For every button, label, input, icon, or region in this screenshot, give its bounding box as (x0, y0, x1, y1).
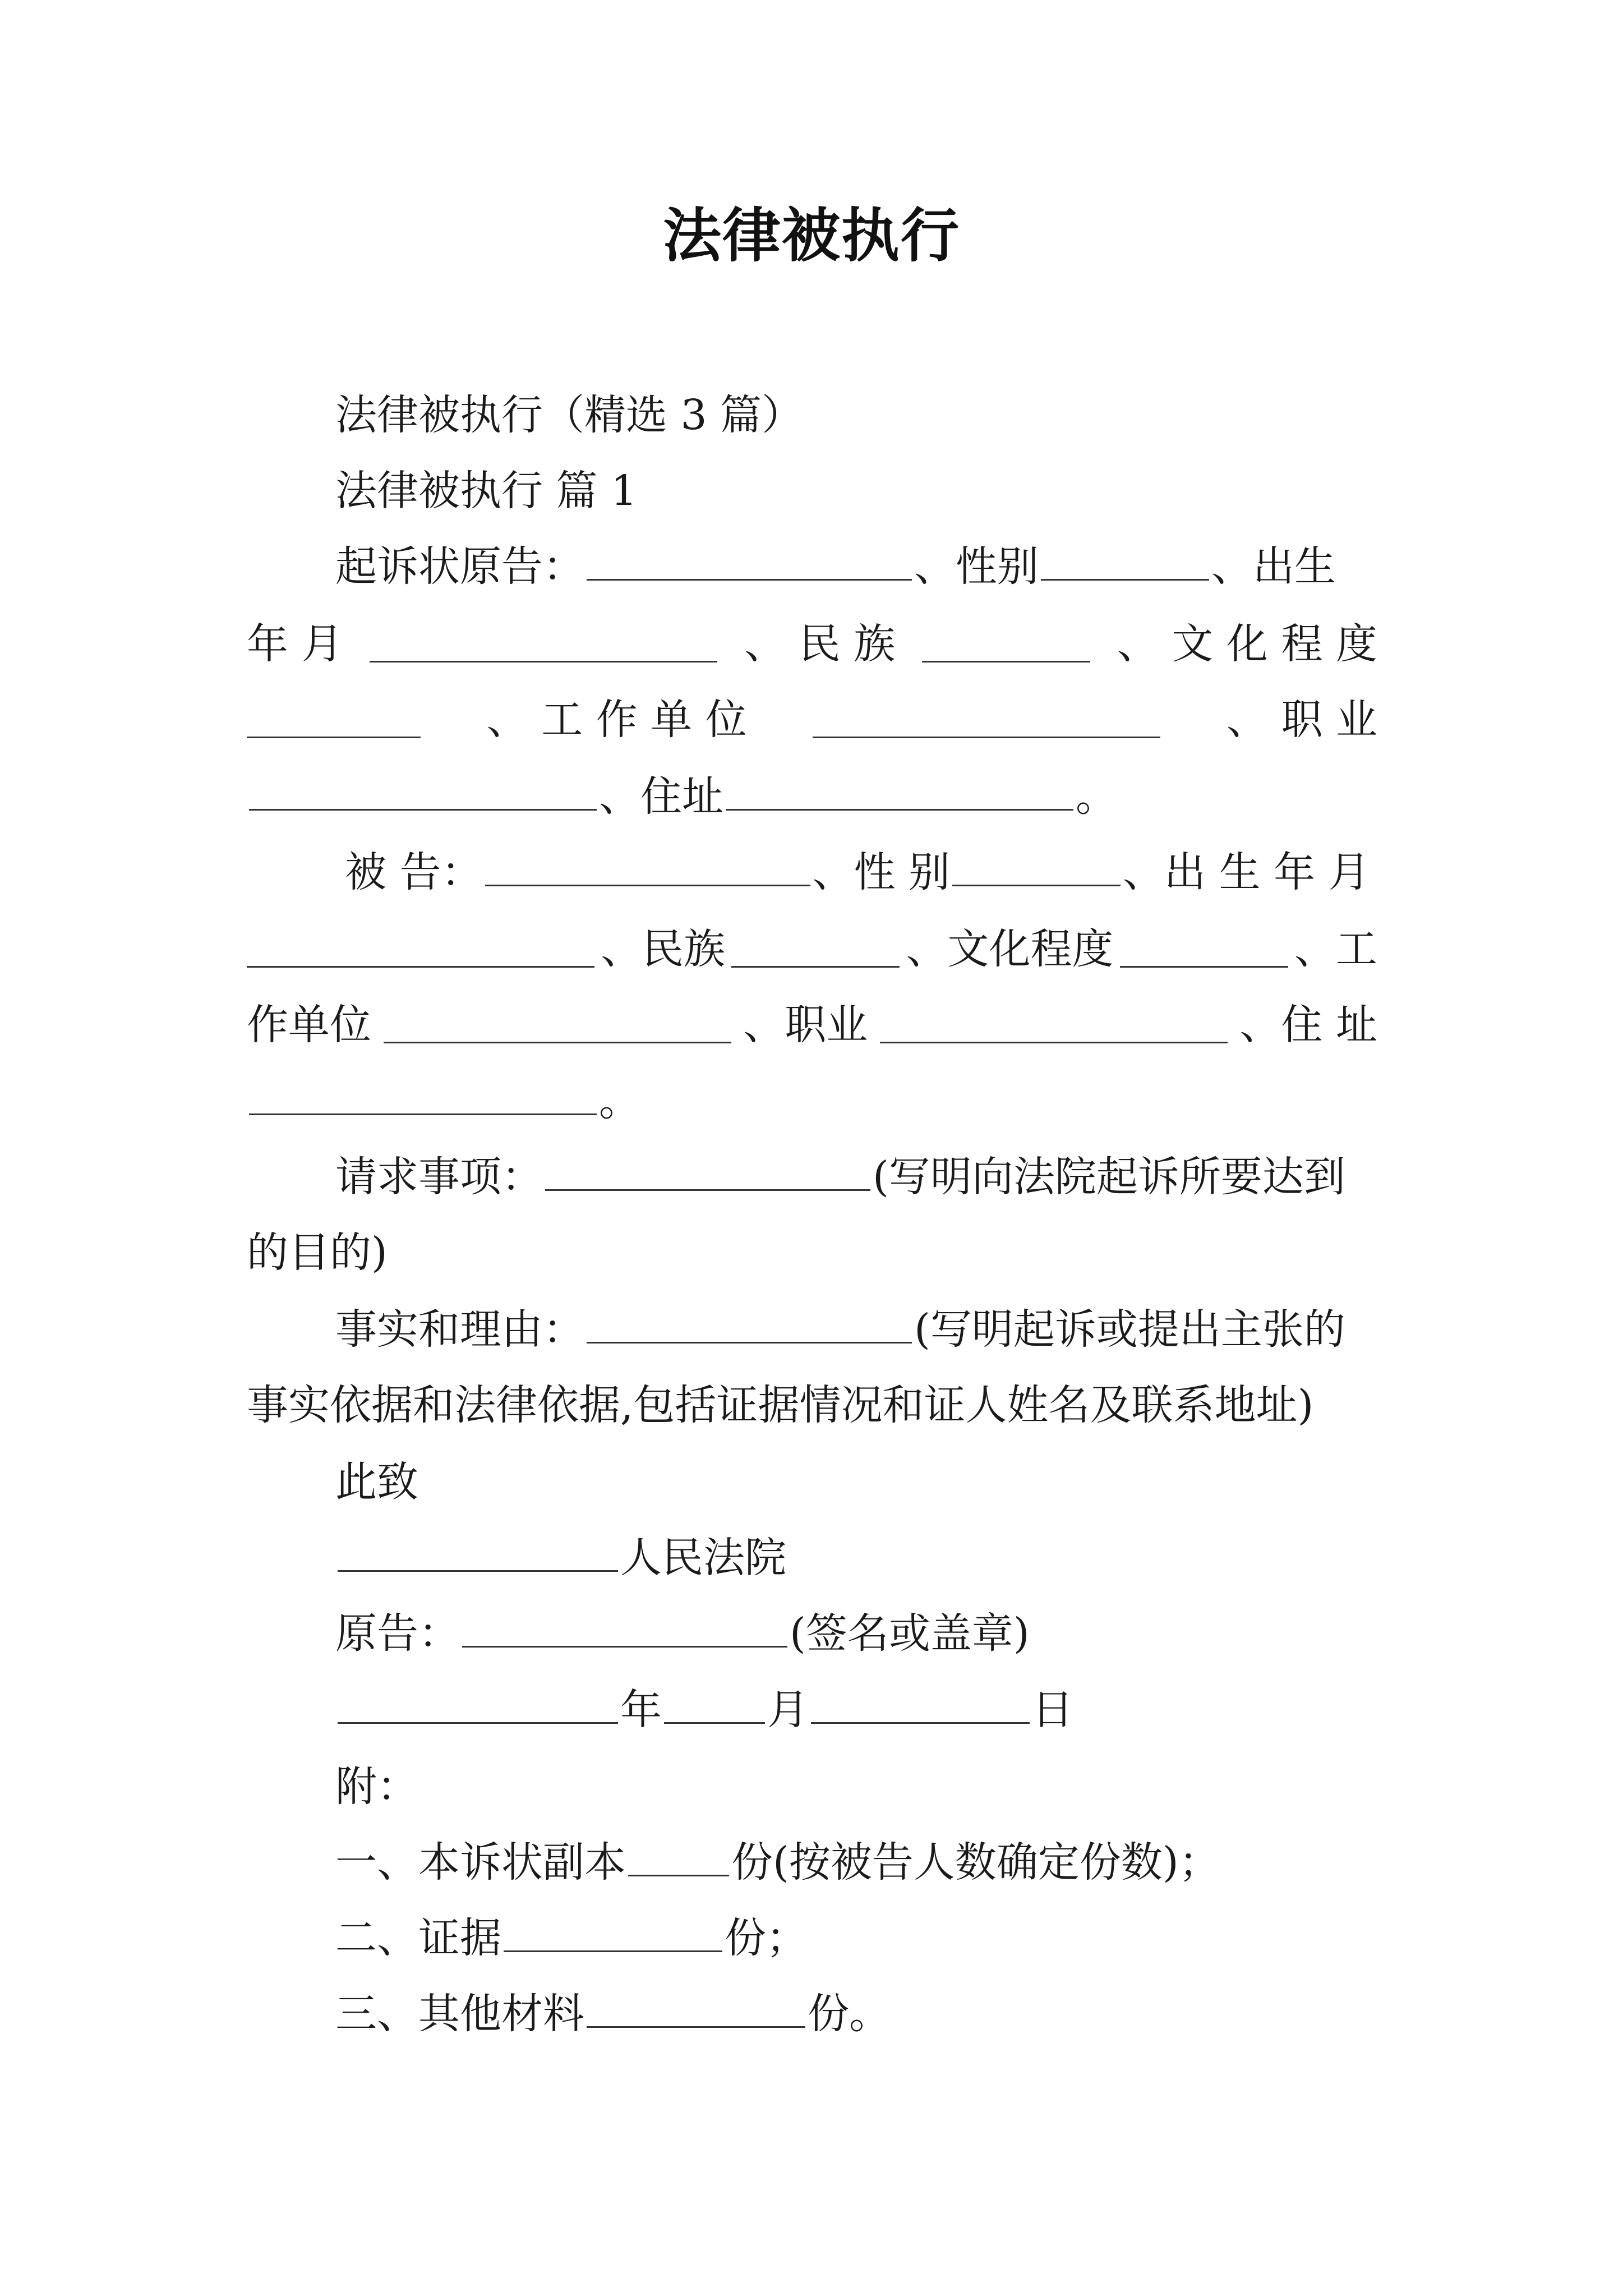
attachment-item-2-note: 份； (725, 1914, 808, 1962)
defendant-education-label: 、文化程度 (906, 925, 1114, 973)
defendant-birth-label: 、出 生 年 月 (1123, 848, 1370, 896)
year-label: 年 (620, 1686, 662, 1734)
defendant-education-blank (1120, 931, 1288, 968)
court-label: 人民法院 (620, 1534, 786, 1582)
defendant-occupation-label: 、职业 (743, 1001, 868, 1049)
year-blank (338, 1687, 618, 1724)
day-blank (811, 1687, 1030, 1724)
plaintiff-education-label: 、 文 化 程 度 (1117, 620, 1377, 668)
claims-note-end: 的目的) (247, 1228, 388, 1277)
defendant-employer-blank (384, 1007, 731, 1043)
defendant-employer-label-end: 作单位 (247, 1001, 371, 1049)
defendant-gender-label: 、性 别 (812, 848, 951, 896)
plaintiff-gender-blank (1041, 544, 1209, 581)
defendant-ethnicity-label: 、民族 (601, 925, 726, 973)
attachment-item-2 (335, 1910, 808, 1966)
facts-note: (写明起诉或提出主张的 (914, 1305, 1345, 1354)
court-name-blank (338, 1535, 618, 1572)
attachments-label: 附： (335, 1763, 418, 1811)
plaintiff-birth-label-end: 年 月 (247, 620, 343, 668)
defendant-line-2 (247, 921, 1377, 977)
month-label: 月 (767, 1686, 809, 1734)
plaintiff-label: 起诉状原告： (335, 542, 584, 591)
defendant-address-label: 、住 址 (1239, 1001, 1377, 1049)
attachment-item-1-label: 一、本诉状副本 (335, 1838, 626, 1887)
facts-label: 事实和理由： (335, 1305, 584, 1354)
signature-note: (签名或盖章) (790, 1609, 1030, 1658)
attachment-item-1-note: 份(按被告人数确定份数)； (731, 1838, 1220, 1887)
defendant-ethnicity-blank (731, 931, 900, 968)
defendant-address-blank (249, 1079, 597, 1115)
defendant-line-3 (247, 997, 1377, 1053)
plaintiff-birth-blank (370, 626, 717, 662)
plaintiff-line-4 (247, 769, 1117, 825)
plaintiff-occupation-blank (249, 774, 597, 811)
plaintiff-line-2 (247, 616, 1377, 672)
defendant-line-4 (247, 1073, 640, 1129)
plaintiff-name-blank (587, 544, 912, 581)
plaintiff-line-1 (335, 539, 1336, 595)
closing-plaintiff-label: 原告： (335, 1609, 460, 1658)
plaintiff-education-blank (247, 702, 421, 738)
plaintiff-employer-blank (813, 702, 1160, 738)
day-label: 日 (1032, 1686, 1073, 1734)
attachment-item-3 (335, 1986, 891, 2042)
attachment-item-3-label: 三、其他材料 (335, 1990, 584, 2038)
attachment-item-2-blank (504, 1916, 722, 1952)
closing-court-line (335, 1530, 786, 1586)
closing-plaintiff-line (335, 1605, 1030, 1662)
defendant-employer-label: 、工 (1294, 925, 1377, 973)
plaintiff-birth-label: 、出生 (1211, 542, 1336, 591)
defendant-occupation-blank (880, 1007, 1228, 1043)
attachment-item-3-blank (587, 1991, 805, 2028)
signature-blank (462, 1611, 787, 1648)
defendant-line-1 (345, 844, 1370, 900)
plaintiff-ethnicity-blank (922, 626, 1090, 662)
plaintiff-address-blank (726, 774, 1073, 811)
document-title: 法律被执行 (662, 201, 960, 270)
defendant-gender-blank (952, 850, 1121, 886)
plaintiff-address-label: 、住址 (599, 772, 723, 821)
closing-date-line (335, 1682, 1073, 1738)
facts-note-end: 事实依据和法律依据,包括证据情况和证人姓名及联系地址) (247, 1381, 1314, 1429)
plaintiff-line-3 (247, 692, 1377, 748)
plaintiff-gender-label: 、性别 (914, 542, 1039, 591)
attachment-item-1 (335, 1834, 1220, 1890)
attachment-item-1-blank (628, 1840, 729, 1876)
defendant-label: 被 告： (345, 848, 483, 896)
plaintiff-employer-label: 、 工 作 单 位 (486, 696, 747, 744)
plaintiff-occupation-label: 、 职 业 (1226, 696, 1377, 744)
month-blank (664, 1687, 765, 1724)
attachment-item-2-label: 二、证据 (335, 1914, 501, 1962)
defendant-name-blank (485, 850, 810, 886)
defendant-birth-blank (247, 931, 594, 968)
facts-blank (587, 1307, 912, 1343)
document-subtitle: 法律被执行（精选 3 篇） (335, 391, 804, 439)
facts-line-1 (335, 1301, 1345, 1358)
defendant-end-mark: 。 (599, 1077, 640, 1125)
claims-label: 请求事项： (335, 1153, 543, 1201)
attachment-item-3-note: 份。 (808, 1990, 891, 2038)
claims-blank (545, 1154, 870, 1191)
claims-line-1 (335, 1149, 1345, 1205)
plaintiff-ethnicity-label: 、 民 族 (744, 620, 896, 668)
claims-note: (写明向法院起诉所要达到 (873, 1153, 1345, 1201)
closing-salutation: 此致 (335, 1458, 418, 1506)
plaintiff-end-mark: 。 (1076, 772, 1117, 821)
section-heading: 法律被执行 篇 1 (335, 467, 638, 515)
